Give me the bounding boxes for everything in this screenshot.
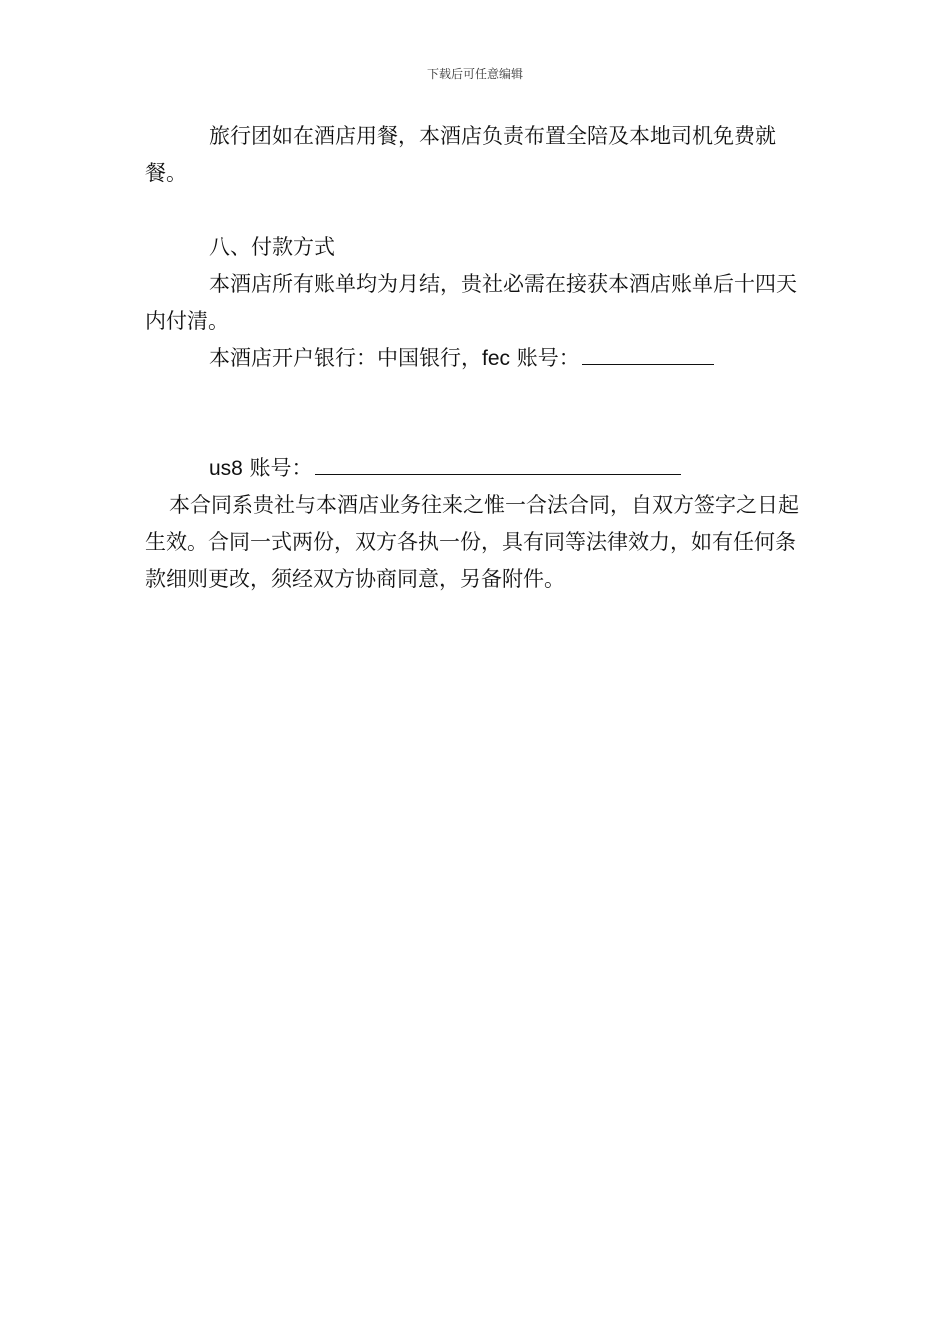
paragraph-bank-fec: [145, 340, 810, 377]
paragraph-meals: 旅行团如在酒店用餐，本酒店负责布置全陪及本地司机免费就餐。: [145, 124, 776, 185]
fec-account-label: 账号：: [510, 346, 580, 370]
section-title-payment: 八、付款方式: [209, 235, 335, 259]
bank-prefix: 本酒店开户银行：中国银行，: [209, 346, 482, 370]
us-account-label: 账号：: [242, 456, 313, 480]
fec-account-blank: [582, 342, 714, 365]
paragraph-payment-terms: 本酒店所有账单均为月结，贵社必需在接获本酒店账单后十四天内付清。: [145, 272, 797, 333]
us-account-blank: [315, 452, 681, 475]
fec-label: fec: [482, 347, 511, 370]
paragraph-contract: 本合同系贵社与本酒店业务往来之惟一合法合同，自双方签字之日起生效。合同一式两份，双方各执一份，具有同等法律效力，如有任何条款细则更改，须经双方协商同意，另备附件。: [145, 493, 799, 591]
us-label: us8: [209, 457, 243, 480]
page-header: 下载后可任意编辑: [426, 67, 523, 81]
paragraph-bank-us: [145, 450, 810, 487]
